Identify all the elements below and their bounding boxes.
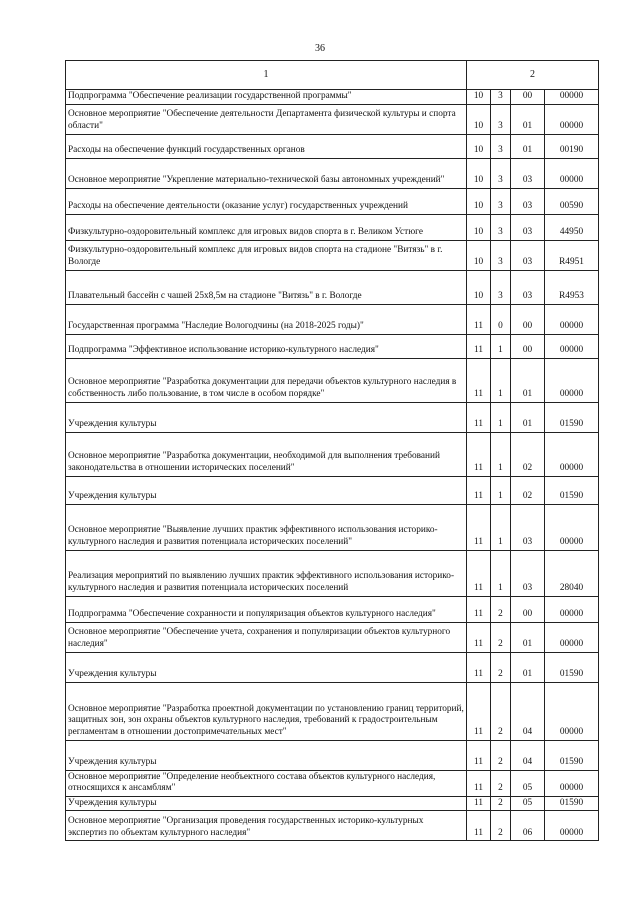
- code-event-cell: 01: [511, 652, 545, 682]
- header-col-2: 2: [467, 61, 599, 90]
- row-name-cell: Физкультурно-оздоровительный комплекс для игровых видов спорта в г. Великом Устюге: [66, 214, 467, 240]
- code-section-cell: 11: [467, 740, 491, 770]
- code-direction-cell: R4953: [545, 270, 599, 304]
- code-section-cell: 10: [467, 134, 491, 158]
- table-row: [66, 134, 599, 158]
- code-section-cell: 10: [467, 158, 491, 188]
- code-section-cell: 11: [467, 550, 491, 596]
- code-subsection-cell: 2: [491, 796, 511, 811]
- code-direction-cell: R4951: [545, 240, 599, 270]
- code-direction-cell: 44950: [545, 214, 599, 240]
- table-row: [66, 358, 599, 402]
- row-name-cell: Плавательный бассейн с чашей 25х8,5м на стадионе "Витязь" в г. Вологде: [66, 270, 467, 304]
- table-row: [66, 334, 599, 358]
- code-direction-cell: 00000: [545, 304, 599, 334]
- table-row: [66, 402, 599, 432]
- code-event-cell: 06: [511, 811, 545, 841]
- code-direction-cell: 00000: [545, 358, 599, 402]
- row-name-cell: Подпрограмма "Обеспечение реализации государственной программы": [66, 90, 467, 105]
- code-event-cell: 03: [511, 504, 545, 550]
- row-name-cell: Основное мероприятие "Выявление лучших практик эффективного использования историко-культурного наследия и развития потенциала исторических поселений": [66, 504, 467, 550]
- table-row: [66, 596, 599, 622]
- table-row: [66, 476, 599, 504]
- code-subsection-cell: 1: [491, 402, 511, 432]
- code-subsection-cell: 1: [491, 550, 511, 596]
- code-event-cell: 01: [511, 402, 545, 432]
- code-direction-cell: 00000: [545, 682, 599, 740]
- code-section-cell: 11: [467, 476, 491, 504]
- code-subsection-cell: 2: [491, 682, 511, 740]
- code-event-cell: 01: [511, 622, 545, 652]
- code-section-cell: 11: [467, 596, 491, 622]
- row-name-cell: Учреждения культуры: [66, 476, 467, 504]
- row-name-cell: Подпрограмма "Обеспечение сохранности и популяризация объектов культурного наследия": [66, 596, 467, 622]
- code-section-cell: 11: [467, 652, 491, 682]
- code-section-cell: 11: [467, 770, 491, 796]
- code-direction-cell: 01590: [545, 652, 599, 682]
- code-section-cell: 10: [467, 270, 491, 304]
- table-row: [66, 811, 599, 841]
- code-subsection-cell: 0: [491, 304, 511, 334]
- code-subsection-cell: 3: [491, 188, 511, 214]
- row-name-cell: Основное мероприятие "Разработка проектной документации по установлению границ территорий, защитных зон, зон охраны объектов культурного наследия, требований к градостроительным регламентам в отношении достопримечательных мест": [66, 682, 467, 740]
- code-subsection-cell: 3: [491, 134, 511, 158]
- page-number: 36: [315, 43, 325, 54]
- code-event-cell: 00: [511, 334, 545, 358]
- code-event-cell: 03: [511, 214, 545, 240]
- code-event-cell: 05: [511, 796, 545, 811]
- code-direction-cell: 00000: [545, 811, 599, 841]
- code-direction-cell: 00000: [545, 596, 599, 622]
- code-direction-cell: 00000: [545, 104, 599, 134]
- code-event-cell: 04: [511, 740, 545, 770]
- code-subsection-cell: 3: [491, 104, 511, 134]
- table-row: [66, 550, 599, 596]
- table-row: [66, 622, 599, 652]
- code-event-cell: 04: [511, 682, 545, 740]
- row-name-cell: Государственная программа "Наследие Вологодчины (на 2018-2025 годы)": [66, 304, 467, 334]
- row-name-cell: Основное мероприятие "Обеспечение деятельности Департамента физической культуры и спорта области": [66, 104, 467, 134]
- code-event-cell: 02: [511, 476, 545, 504]
- code-event-cell: 01: [511, 134, 545, 158]
- code-event-cell: 00: [511, 90, 545, 105]
- code-subsection-cell: 2: [491, 740, 511, 770]
- code-direction-cell: 00000: [545, 432, 599, 476]
- budget-classification-table: [65, 60, 599, 841]
- code-direction-cell: 00000: [545, 334, 599, 358]
- code-subsection-cell: 2: [491, 811, 511, 841]
- row-name-cell: Расходы на обеспечение функций государственных органов: [66, 134, 467, 158]
- table-row: [66, 770, 599, 796]
- code-direction-cell: 00590: [545, 188, 599, 214]
- row-name-cell: Основное мероприятие "Разработка документации, необходимой для выполнения требований законодательства в отношении исторических поселений": [66, 432, 467, 476]
- code-subsection-cell: 1: [491, 358, 511, 402]
- code-section-cell: 11: [467, 682, 491, 740]
- table-row: [66, 304, 599, 334]
- code-direction-cell: 00000: [545, 90, 599, 105]
- table-row: [66, 104, 599, 134]
- code-section-cell: 10: [467, 188, 491, 214]
- table-row: [66, 504, 599, 550]
- code-section-cell: 11: [467, 811, 491, 841]
- code-direction-cell: 00000: [545, 770, 599, 796]
- code-subsection-cell: 3: [491, 90, 511, 105]
- code-subsection-cell: 1: [491, 504, 511, 550]
- code-subsection-cell: 1: [491, 334, 511, 358]
- code-section-cell: 10: [467, 240, 491, 270]
- row-name-cell: Основное мероприятие "Укрепление материально-технической базы автономных учреждений": [66, 158, 467, 188]
- row-name-cell: Подпрограмма "Эффективное использование историко-культурного наследия": [66, 334, 467, 358]
- table-row: [66, 432, 599, 476]
- code-direction-cell: 01590: [545, 476, 599, 504]
- code-direction-cell: 00000: [545, 504, 599, 550]
- row-name-cell: Реализация мероприятий по выявлению лучших практик эффективного использования историко-культурного наследия и развития потенциала исторических поселений: [66, 550, 467, 596]
- code-section-cell: 10: [467, 90, 491, 105]
- code-subsection-cell: 3: [491, 214, 511, 240]
- code-event-cell: 03: [511, 158, 545, 188]
- table-row: [66, 90, 599, 105]
- code-event-cell: 05: [511, 770, 545, 796]
- row-name-cell: Учреждения культуры: [66, 402, 467, 432]
- row-name-cell: Учреждения культуры: [66, 740, 467, 770]
- code-direction-cell: 00000: [545, 158, 599, 188]
- code-section-cell: 11: [467, 432, 491, 476]
- row-name-cell: Основное мероприятие "Разработка документации для передачи объектов культурного наследия в собственность либо пользование, в том числе в особом порядке": [66, 358, 467, 402]
- row-name-cell: Учреждения культуры: [66, 652, 467, 682]
- table-row: [66, 158, 599, 188]
- code-event-cell: 00: [511, 596, 545, 622]
- code-direction-cell: 01590: [545, 402, 599, 432]
- code-subsection-cell: 1: [491, 476, 511, 504]
- code-event-cell: 03: [511, 270, 545, 304]
- code-subsection-cell: 3: [491, 240, 511, 270]
- table-row: [66, 652, 599, 682]
- code-event-cell: 01: [511, 104, 545, 134]
- table-row: [66, 796, 599, 811]
- code-section-cell: 11: [467, 358, 491, 402]
- code-section-cell: 11: [467, 796, 491, 811]
- code-event-cell: 03: [511, 188, 545, 214]
- code-section-cell: 11: [467, 402, 491, 432]
- code-direction-cell: 28040: [545, 550, 599, 596]
- table-row: [66, 214, 599, 240]
- row-name-cell: Основное мероприятие "Обеспечение учета, сохранения и популяризации объектов культурного наследия": [66, 622, 467, 652]
- code-section-cell: 11: [467, 622, 491, 652]
- code-subsection-cell: 3: [491, 270, 511, 304]
- code-section-cell: 11: [467, 304, 491, 334]
- code-subsection-cell: 3: [491, 158, 511, 188]
- row-name-cell: Учреждения культуры: [66, 796, 467, 811]
- code-subsection-cell: 2: [491, 622, 511, 652]
- table-header-row: [66, 61, 599, 90]
- code-subsection-cell: 2: [491, 652, 511, 682]
- code-section-cell: 11: [467, 334, 491, 358]
- code-section-cell: 11: [467, 504, 491, 550]
- code-event-cell: 02: [511, 432, 545, 476]
- table-row: [66, 270, 599, 304]
- table-row: [66, 740, 599, 770]
- code-subsection-cell: 2: [491, 596, 511, 622]
- row-name-cell: Расходы на обеспечение деятельности (оказание услуг) государственных учреждений: [66, 188, 467, 214]
- code-subsection-cell: 2: [491, 770, 511, 796]
- table-row: [66, 188, 599, 214]
- code-section-cell: 10: [467, 104, 491, 134]
- row-name-cell: Основное мероприятие "Определение необъектного состава объектов культурного наследия, относящихся к ансамблям": [66, 770, 467, 796]
- code-event-cell: 01: [511, 358, 545, 402]
- row-name-cell: Физкультурно-оздоровительный комплекс для игровых видов спорта на стадионе "Витязь" в г. Вологде: [66, 240, 467, 270]
- code-event-cell: 00: [511, 304, 545, 334]
- table-row: [66, 682, 599, 740]
- code-section-cell: 10: [467, 214, 491, 240]
- row-name-cell: Основное мероприятие "Организация проведения государственных историко-культурных экспертиз по объектам культурного наследия": [66, 811, 467, 841]
- code-direction-cell: 00190: [545, 134, 599, 158]
- code-event-cell: 03: [511, 240, 545, 270]
- header-col-1: 1: [66, 61, 467, 90]
- table-row: [66, 240, 599, 270]
- code-event-cell: 03: [511, 550, 545, 596]
- code-direction-cell: 01590: [545, 796, 599, 811]
- code-subsection-cell: 1: [491, 432, 511, 476]
- code-direction-cell: 01590: [545, 740, 599, 770]
- code-direction-cell: 00000: [545, 622, 599, 652]
